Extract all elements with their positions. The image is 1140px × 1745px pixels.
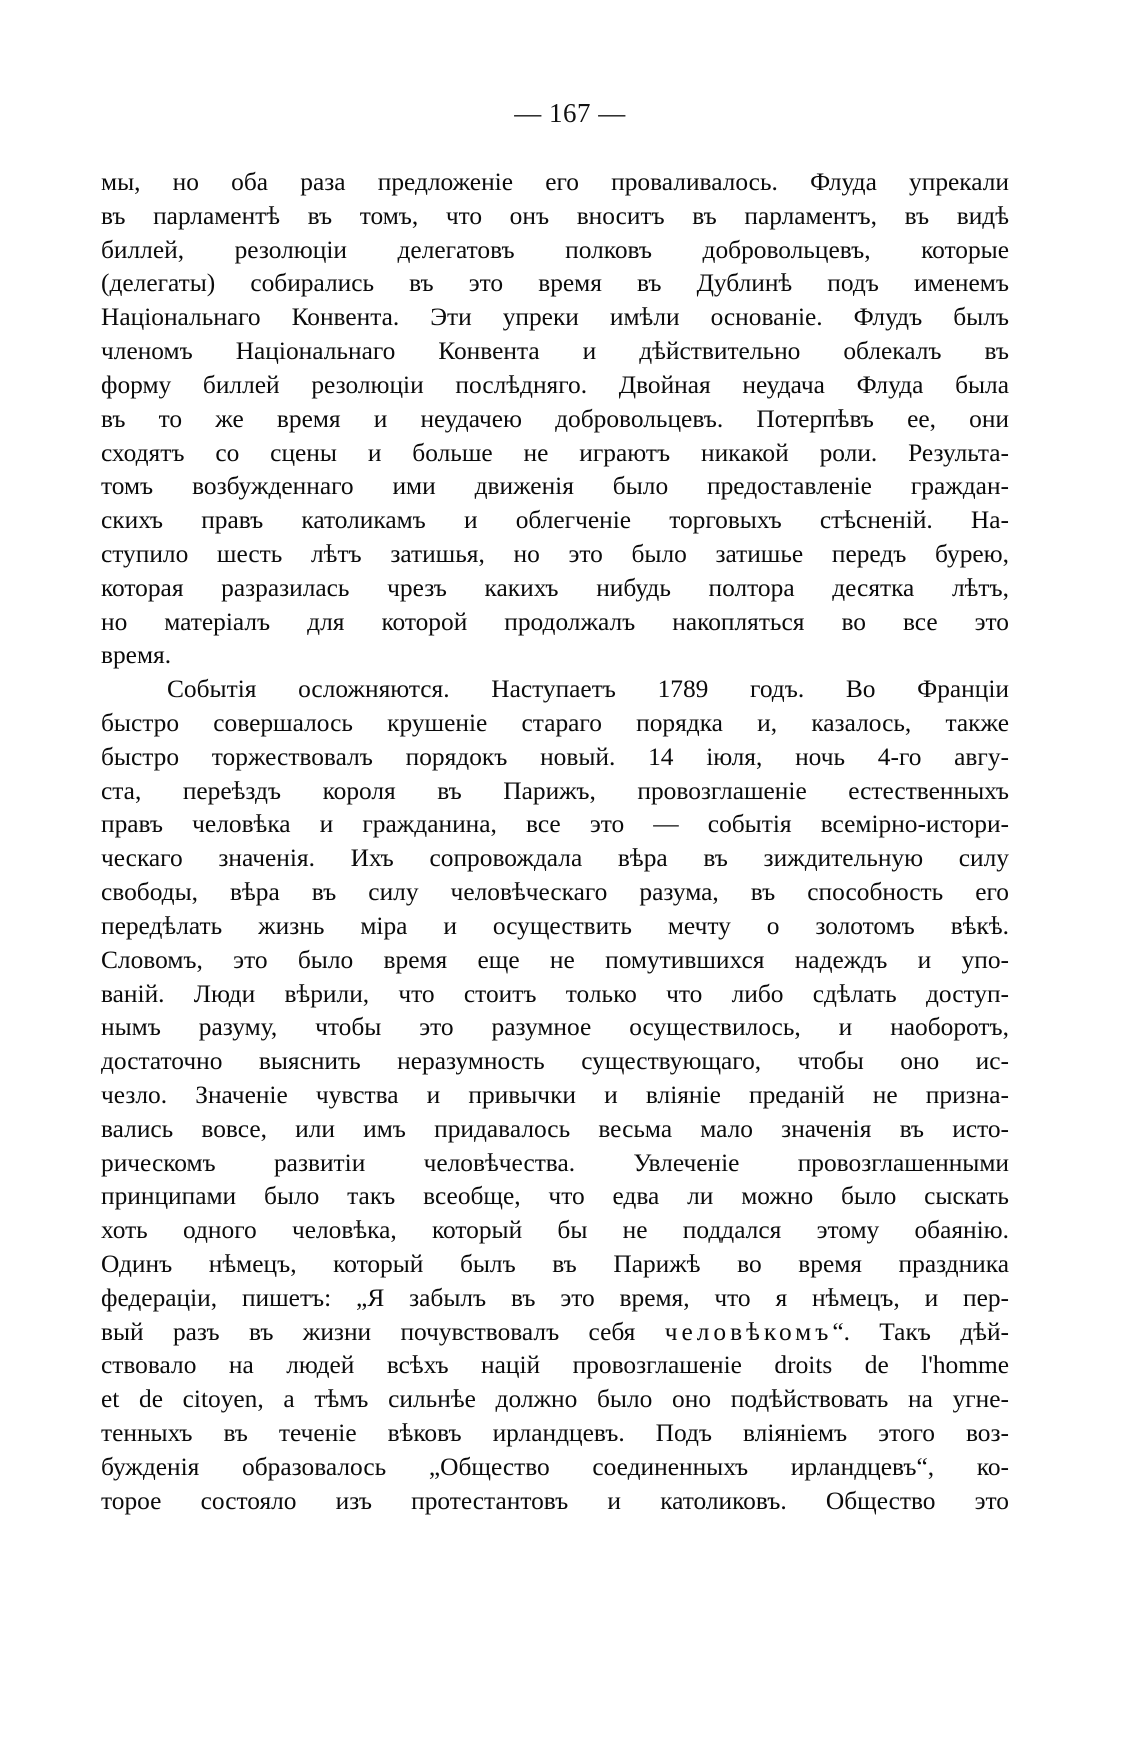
text-line: сходятъ со сцены и больше не играютъ никакой роли. Результа- [101,438,1009,467]
text-line: ческаго значенiя. Ихъ сопровождала вѣра въ зиждительную силу [101,844,1009,873]
text-line: въ парламентѣ въ томъ, что онъ вноситъ въ парламентъ, въ видѣ [101,201,1009,230]
text-line: мы, но оба раза предложенiе его проваливалось. Флуда упрекали [101,168,1009,196]
text-line: et de citoyen, а тѣмъ сильнѣе должно было оно подѣйствовать на угне- [101,1385,1009,1414]
text-line: передѣлать жизнь мiра и осуществить мечту о золотомъ вѣкѣ. [101,911,1009,940]
text-line: бужденiя образовалось „Общество соединенныхъ ирландцевъ“, ко- [101,1452,1009,1481]
text-line [101,1316,1009,1350]
text-line: Событiя осложняются. Наступаетъ 1789 годъ. Во Францiи [167,675,1009,704]
text-line: въ то же время и неудачею добровольцевъ. Потерпѣвъ ее, они [101,404,1009,433]
text-line: время. [101,641,172,670]
spaced-word: человѣкомъ [664,1317,833,1346]
text-line: тенныхъ въ теченiе вѣковъ ирландцевъ. Подъ влiянiемъ этого воз- [101,1419,1009,1448]
text-line: вались вовсе, или имъ придавалось весьма мало значенiя въ исто- [101,1114,1009,1143]
text-line: правъ человѣка и гражданина, все это — событiя всемiрно-истори- [101,810,1009,839]
text-line: торое состояло изъ протестантовъ и католиковъ. Общество это [101,1486,1009,1515]
text-line: скихъ правъ католикамъ и облегченiе торговыхъ стѣсненiй. На- [101,506,1009,535]
text-line: форму биллей резолюцiи послѣдняго. Двойная неудача Флуда была [101,370,1009,399]
text-line: свободы, вѣра въ силу человѣческаго разума, въ способность его [101,878,1009,907]
text-line-end: “. Такъ дѣй- [832,1317,1009,1346]
text-line: рическомъ развитiи человѣчества. Увлеченiе провозглашенными [101,1148,1009,1177]
text-line: быстро торжествовалъ порядокъ новый. 14 iюля, ночь 4-го авгу- [101,742,1009,771]
text-line: ванiй. Люди вѣрили, что стоитъ только что либо сдѣлать доступ- [101,979,1009,1008]
text-line: (делегаты) собирались въ это время въ Дублинѣ подъ именемъ [101,269,1009,298]
text-line-start: вый разъ въ жизни почувствовалъ себя [101,1317,636,1346]
text-line: которая разразилась чрезъ какихъ нибудь полтора десятка лѣтъ, [101,573,1009,602]
text-line: Одинъ нѣмецъ, который былъ въ Парижѣ во время праздника [101,1250,1009,1278]
text-line: Словомъ, это было время еще не помутившихся надеждъ и упо- [101,945,1009,974]
text-line: ствовало на людей всѣхъ нацiй провозглашенiе droits de l'homme [101,1351,1009,1380]
text-line: томъ возбужденнаго ими движенiя было предоставленiе граждан- [101,472,1009,501]
text-line: хоть одного человѣка, который бы не поддался этому обаянiю. [101,1216,1009,1245]
text-line: федерацiи, пишетъ: „Я забылъ въ это время, что я нѣмецъ, и пер- [101,1283,1009,1312]
text-line: чезло. Значенiе чувства и привычки и влiянiе преданiй не призна- [101,1080,1009,1109]
text-line: нымъ разуму, чтобы это разумное осуществилось, и наоборотъ, [101,1013,1009,1042]
body-text [101,166,1009,1519]
text-line: ступило шесть лѣтъ затишья, но это было затишье передъ бурею, [101,539,1009,568]
text-line: достаточно выяснить неразумность существующаго, чтобы оно ис- [101,1047,1009,1076]
text-line: принципами было такъ всеобще, что едва ли можно было сыскать [101,1182,1009,1211]
page-number: — 167 — [514,98,626,128]
text-line: членомъ Нацiональнаго Конвента и дѣйствительно облекалъ въ [101,337,1009,366]
text-line: быстро совершалось крушенiе стараго порядка и, казалось, также [101,709,1009,737]
text-line: биллей, резолюцiи делегатовъ полковъ добровольцевъ, которые [101,235,1009,264]
text-line: Нацiональнаго Конвента. Эти упреки имѣли основанiе. Флудъ былъ [101,303,1009,332]
text-line: но матерiалъ для которой продолжалъ накопляться во все это [101,607,1009,636]
text-line: ста, переѣздъ короля въ Парижъ, провозглашенiе естественныхъ [101,776,1009,805]
